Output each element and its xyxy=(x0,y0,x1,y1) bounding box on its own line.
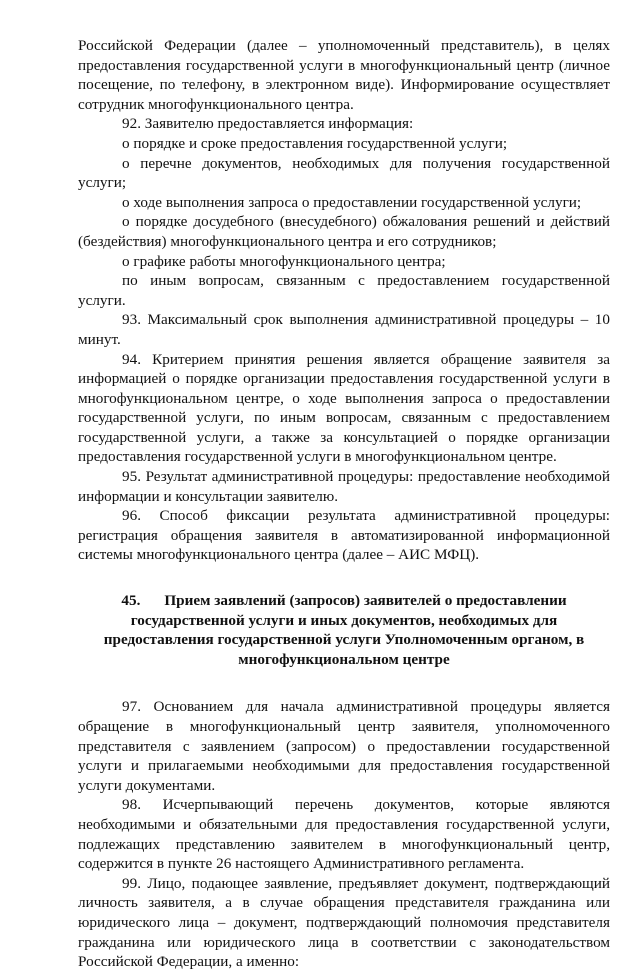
paragraphs-top xyxy=(78,36,610,565)
paragraph: 99. Лицо, подающее заявление, предъявляет документ, подтверждающий личность заявителя, а в случае обращения представителя гражданина или юридического лица – документ, подтверждающий полномочия представителя гражданина или юридического лица в соответствии с законодательством Российской Федерации, а именно: xyxy=(78,874,610,971)
paragraph: о порядке и сроке предоставления государственной услуги; xyxy=(122,134,508,152)
paragraph: 94. Критерием принятия решения является обращение заявителя за информацией о порядке организации предоставления государственной услуги в многофункциональном центре, о ходе выполнения запроса о предоставлении государственной услуги, по иным вопросам, связанным с предоставлением государственной услуги, а также за консультацией о порядке организации предоставления государственной услуги в многофункциональном центре. xyxy=(78,350,610,466)
paragraph: 93. Максимальный срок выполнения административной процедуры – 10 минут. xyxy=(78,311,610,348)
paragraph: 95. Результат административной процедуры: предоставление необходимой информации и консультации заявителю. xyxy=(78,468,610,505)
paragraph: Российской Федерации (далее – уполномоченный представитель), в целях предоставления государственной услуги в многофункциональный центр (личное посещение, по телефону, в электронном виде). Информирование осуществляет сотрудник многофункционального центра. xyxy=(78,37,610,113)
paragraph: 92. Заявителю предоставляется информация: xyxy=(122,115,414,133)
section-heading xyxy=(78,591,610,669)
paragraph: по иным вопросам, связанным с предоставлением государственной услуги. xyxy=(78,272,610,309)
paragraph: 96. Способ фиксации результата административной процедуры: регистрация обращения заявителя в автоматизированной информационной системы многофункционального центра (далее – АИС МФЦ). xyxy=(78,507,610,564)
paragraph: 97. Основанием для начала административной процедуры является обращение в многофункциональный центр заявителя, уполномоченного представителя с заявлением (запросом) о предоставлении государственной услуги и прилагаемыми необходимыми для предоставления государственной услуги документами. xyxy=(78,698,610,794)
paragraph: о порядке досудебного (внесудебного) обжалования решений и действий (бездействия) многофункционального центра и его сотрудников; xyxy=(78,213,610,250)
paragraph: о графике работы многофункционального центра; xyxy=(122,252,446,270)
section-number: 45. xyxy=(121,592,141,610)
section-title: Прием заявлений (запросов) заявителей о предоставлении государственной услуги и иных документов, необходимых для предоставления государственной услуги Уполномоченным органом, в многофункциональном центре xyxy=(103,592,585,668)
document-page xyxy=(78,36,610,972)
paragraph: 98. Исчерпывающий перечень документов, которые являются необходимыми и обязательными для предоставления государственной услуги, подлежащих представлению заявителем в многофункциональный центр, содержится в пункте 26 настоящего Административного регламента. xyxy=(78,796,610,873)
paragraph: о перечне документов, необходимых для получения государственной услуги; xyxy=(78,154,610,192)
paragraphs-bottom xyxy=(78,697,610,971)
paragraph: о ходе выполнения запроса о предоставлении государственной услуги; xyxy=(122,193,582,211)
